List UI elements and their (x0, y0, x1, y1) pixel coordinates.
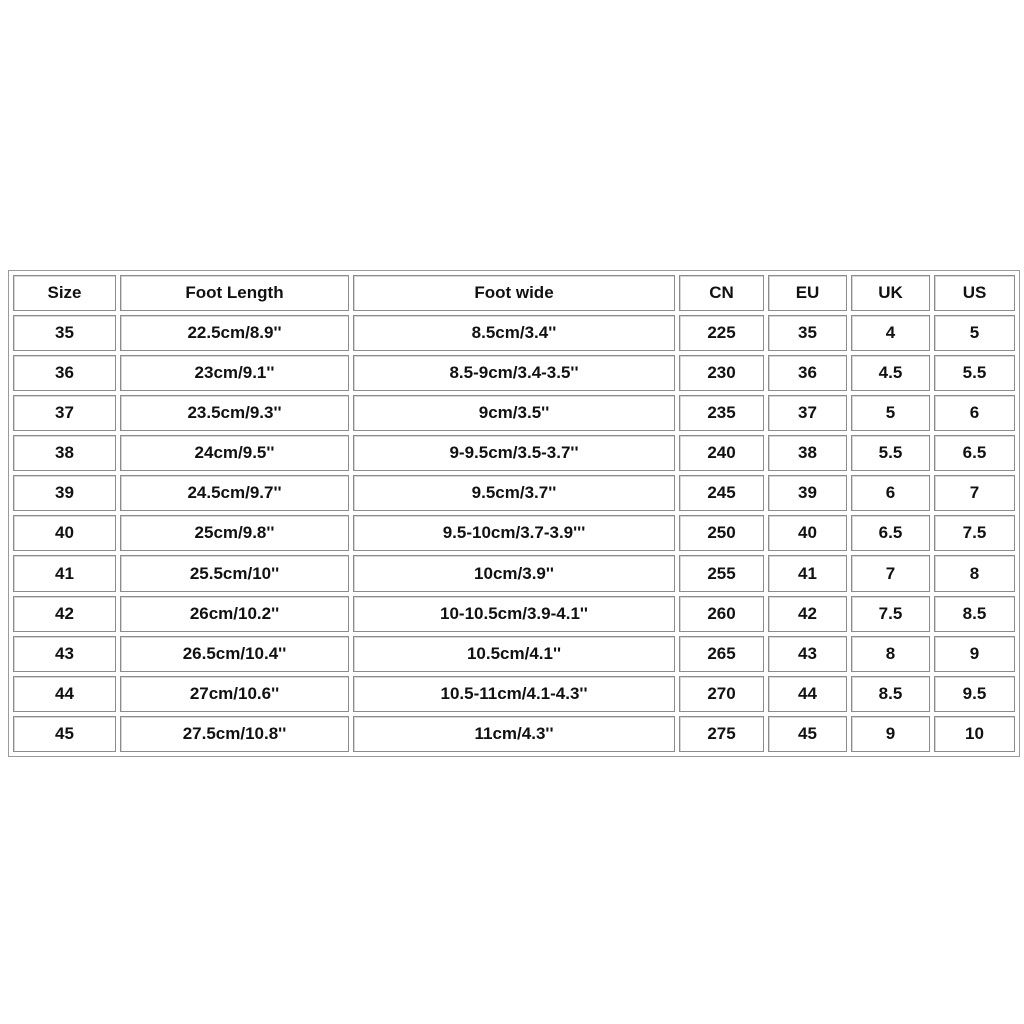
us-cell: 7 (934, 475, 1015, 511)
us-cell: 8.5 (934, 596, 1015, 632)
foot-length-cell: 27cm/10.6'' (120, 676, 349, 712)
eu-cell: 35 (768, 315, 847, 351)
size-cell: 35 (13, 315, 116, 351)
foot-wide-cell: 9cm/3.5'' (353, 395, 675, 431)
cn-cell: 240 (679, 435, 764, 471)
header-foot-wide: Foot wide (353, 275, 675, 311)
us-cell: 6.5 (934, 435, 1015, 471)
foot-length-cell: 27.5cm/10.8'' (120, 716, 349, 752)
foot-wide-cell: 8.5-9cm/3.4-3.5'' (353, 355, 675, 391)
eu-cell: 40 (768, 515, 847, 551)
eu-cell: 42 (768, 596, 847, 632)
cn-cell: 275 (679, 716, 764, 752)
cn-cell: 270 (679, 676, 764, 712)
us-cell: 9 (934, 636, 1015, 672)
table-row (13, 555, 1015, 591)
foot-length-cell: 22.5cm/8.9'' (120, 315, 349, 351)
uk-cell: 7.5 (851, 596, 930, 632)
uk-cell: 4 (851, 315, 930, 351)
table-row (13, 636, 1015, 672)
foot-wide-cell: 9.5cm/3.7'' (353, 475, 675, 511)
foot-length-cell: 26.5cm/10.4'' (120, 636, 349, 672)
table-row (13, 475, 1015, 511)
cn-cell: 255 (679, 555, 764, 591)
eu-cell: 36 (768, 355, 847, 391)
us-cell: 6 (934, 395, 1015, 431)
header-us: US (934, 275, 1015, 311)
cn-cell: 230 (679, 355, 764, 391)
table-header (13, 275, 1015, 311)
uk-cell: 8.5 (851, 676, 930, 712)
foot-wide-cell: 10-10.5cm/3.9-4.1'' (353, 596, 675, 632)
eu-cell: 41 (768, 555, 847, 591)
foot-wide-cell: 9-9.5cm/3.5-3.7'' (353, 435, 675, 471)
header-cn: CN (679, 275, 764, 311)
header-foot-length: Foot Length (120, 275, 349, 311)
uk-cell: 6 (851, 475, 930, 511)
foot-length-cell: 26cm/10.2'' (120, 596, 349, 632)
foot-wide-cell: 11cm/4.3'' (353, 716, 675, 752)
eu-cell: 44 (768, 676, 847, 712)
cn-cell: 235 (679, 395, 764, 431)
us-cell: 7.5 (934, 515, 1015, 551)
header-uk: UK (851, 275, 930, 311)
us-cell: 8 (934, 555, 1015, 591)
header-size: Size (13, 275, 116, 311)
eu-cell: 45 (768, 716, 847, 752)
header-eu: EU (768, 275, 847, 311)
cn-cell: 250 (679, 515, 764, 551)
table-row (13, 395, 1015, 431)
eu-cell: 39 (768, 475, 847, 511)
foot-length-cell: 25.5cm/10'' (120, 555, 349, 591)
foot-wide-cell: 10cm/3.9'' (353, 555, 675, 591)
us-cell: 5.5 (934, 355, 1015, 391)
foot-length-cell: 23.5cm/9.3'' (120, 395, 349, 431)
uk-cell: 8 (851, 636, 930, 672)
uk-cell: 5.5 (851, 435, 930, 471)
cn-cell: 260 (679, 596, 764, 632)
size-cell: 41 (13, 555, 116, 591)
table-row (13, 596, 1015, 632)
size-cell: 44 (13, 676, 116, 712)
uk-cell: 5 (851, 395, 930, 431)
foot-wide-cell: 8.5cm/3.4'' (353, 315, 675, 351)
us-cell: 5 (934, 315, 1015, 351)
size-cell: 39 (13, 475, 116, 511)
eu-cell: 37 (768, 395, 847, 431)
cn-cell: 225 (679, 315, 764, 351)
size-cell: 43 (13, 636, 116, 672)
uk-cell: 9 (851, 716, 930, 752)
uk-cell: 7 (851, 555, 930, 591)
eu-cell: 43 (768, 636, 847, 672)
size-cell: 38 (13, 435, 116, 471)
size-cell: 36 (13, 355, 116, 391)
foot-length-cell: 25cm/9.8'' (120, 515, 349, 551)
size-cell: 40 (13, 515, 116, 551)
foot-wide-cell: 10.5-11cm/4.1-4.3'' (353, 676, 675, 712)
eu-cell: 38 (768, 435, 847, 471)
size-cell: 37 (13, 395, 116, 431)
table-row (13, 315, 1015, 351)
table-body (13, 315, 1015, 752)
size-chart-table (8, 270, 1020, 757)
table-row (13, 355, 1015, 391)
foot-length-cell: 23cm/9.1'' (120, 355, 349, 391)
table-row (13, 716, 1015, 752)
uk-cell: 4.5 (851, 355, 930, 391)
cn-cell: 245 (679, 475, 764, 511)
header-row (13, 275, 1015, 311)
size-cell: 45 (13, 716, 116, 752)
cn-cell: 265 (679, 636, 764, 672)
foot-length-cell: 24cm/9.5'' (120, 435, 349, 471)
table-row (13, 435, 1015, 471)
table-row (13, 676, 1015, 712)
foot-wide-cell: 9.5-10cm/3.7-3.9''' (353, 515, 675, 551)
size-cell: 42 (13, 596, 116, 632)
table-row (13, 515, 1015, 551)
foot-length-cell: 24.5cm/9.7'' (120, 475, 349, 511)
us-cell: 10 (934, 716, 1015, 752)
us-cell: 9.5 (934, 676, 1015, 712)
foot-wide-cell: 10.5cm/4.1'' (353, 636, 675, 672)
uk-cell: 6.5 (851, 515, 930, 551)
